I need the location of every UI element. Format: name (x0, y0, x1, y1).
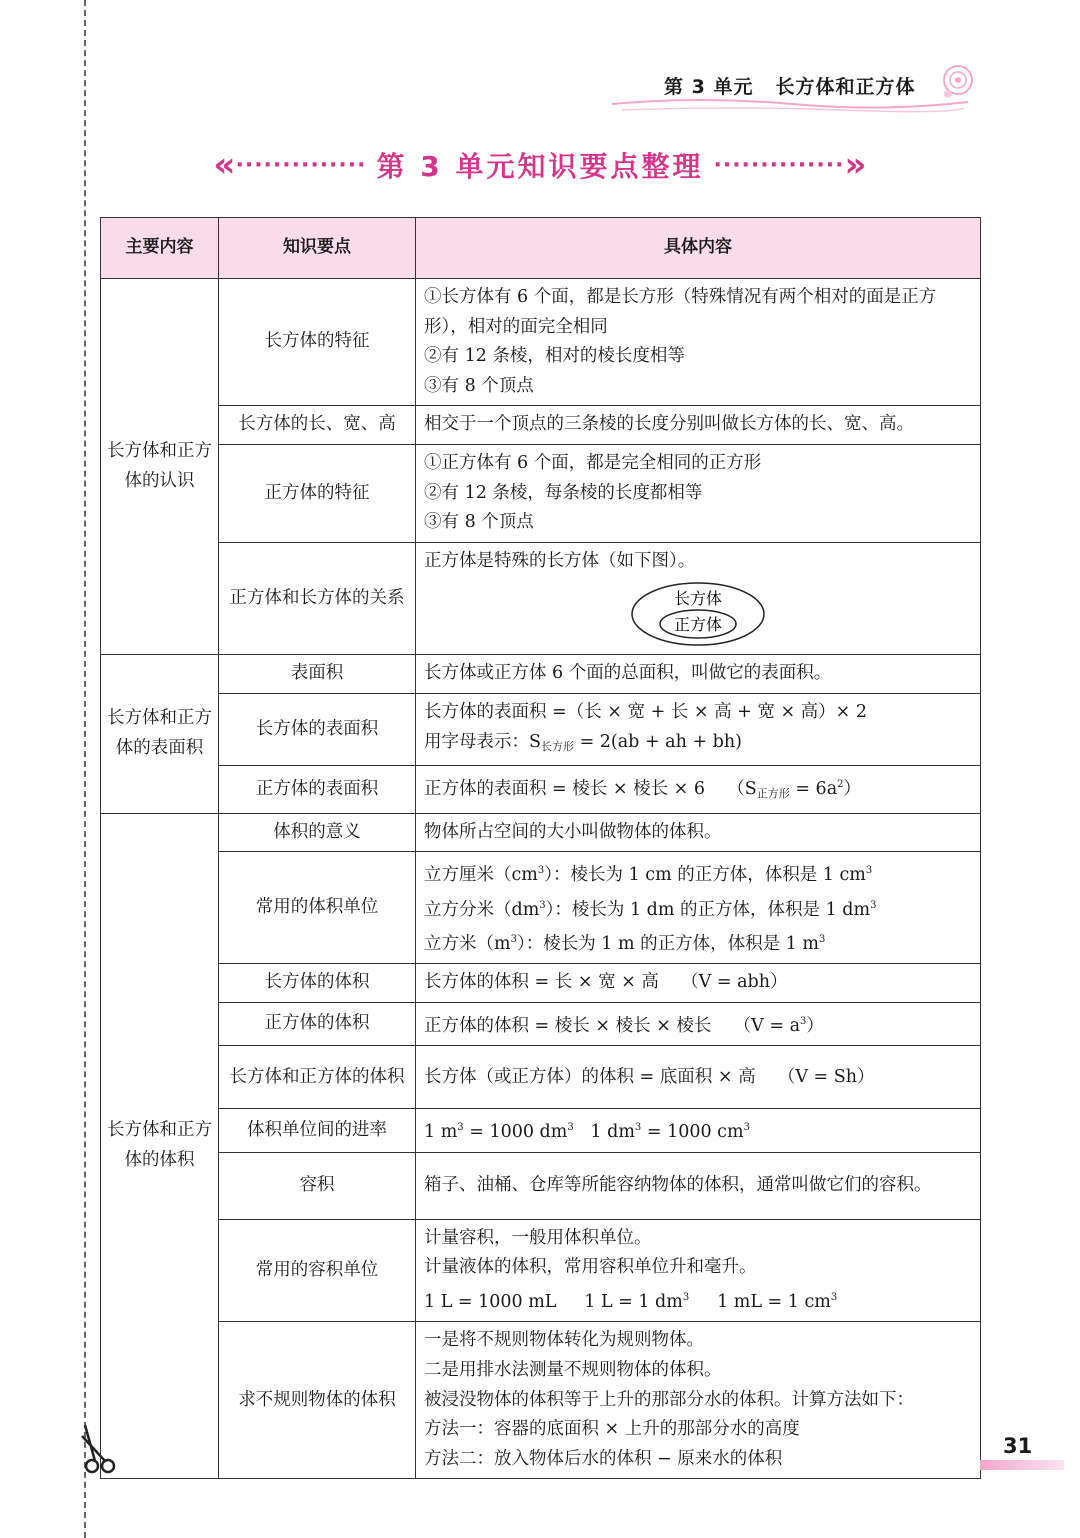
point-label: 体积单位间的进率 (219, 1109, 416, 1152)
left-chevron-icon: « (213, 145, 236, 185)
content-cell: 正方体的体积 = 棱长 × 棱长 × 棱长 $(V = a^3)$ (416, 1003, 981, 1046)
section-label: 长方体和正方体的表面积 (101, 655, 219, 813)
table-row (101, 766, 981, 813)
point-label: 长方体的特征 (219, 279, 416, 406)
table-row (101, 542, 981, 655)
page-number: 31 (1003, 1434, 1033, 1458)
content-cell: 长方体（或正方体）的体积 = 底面积 × 高 （V = Sh） (416, 1046, 981, 1109)
point-label: 求不规则物体的体积 (219, 1322, 416, 1479)
point-label: 常用的体积单位 (219, 852, 416, 964)
content-cell: 正方体是特殊的长方体（如下图）。 长方体 正方体 (416, 542, 981, 655)
table-row (101, 964, 981, 1003)
banner-title: 第 3 单元知识要点整理 (376, 150, 704, 183)
section-label: 长方体和正方体的认识 (101, 279, 219, 655)
section-banner (170, 142, 910, 188)
content-cell: ①正方体有 6 个面，都是完全相同的正方形 ②有 12 条棱，每条棱的长度都相等 ③有 8 个顶点 (416, 444, 981, 542)
point-label: 表面积 (219, 655, 416, 694)
table-row (101, 655, 981, 694)
content-cell: 正方体的表面积 = 棱长 × 棱长 × 6 $(S_{正方形} = 6a^2)$ (416, 766, 981, 813)
right-chevron-icon: » (844, 145, 867, 185)
content-cell: 物体所占空间的大小叫做物体的体积。 (416, 813, 981, 852)
table-row (101, 279, 981, 406)
content-cell: 箱子、油桶、仓库等所能容纳物体的体积，通常叫做它们的容积。 (416, 1152, 981, 1219)
content-cell: 长方体或正方体 6 个面的总面积，叫做它的表面积。 (416, 655, 981, 694)
point-label: 长方体的表面积 (219, 693, 416, 765)
table-row (101, 852, 981, 964)
unit-number: 第 3 单元 (664, 76, 754, 98)
outer-label: 长方体 (673, 589, 723, 609)
table-row (101, 1322, 981, 1479)
cut-line (84, 0, 86, 1538)
point-label: 长方体和正方体的体积 (219, 1046, 416, 1109)
point-label: 正方体的特征 (219, 444, 416, 542)
right-dots: ·············· (713, 152, 845, 178)
header-main: 主要内容 (101, 218, 219, 279)
unit-topic: 长方体和正方体 (775, 76, 916, 98)
table-row (101, 1152, 981, 1219)
unit-header (664, 72, 937, 99)
point-label: 容积 (219, 1152, 416, 1219)
content-cell: 计量容积，一般用体积单位。 计量液体的体积，常用容积单位升和毫升。 1 L = 1000 mL 1 L = 1 $dm^3$ 1 mL = 1 $cm^3$ (416, 1219, 981, 1322)
section-label: 长方体和正方体的体积 (101, 813, 219, 1479)
point-label: 正方体的体积 (219, 1003, 416, 1046)
header-content: 具体内容 (416, 218, 981, 279)
content-cell: 相交于一个顶点的三条棱的长度分别叫做长方体的长、宽、高。 (416, 406, 981, 445)
table-header-row (101, 218, 981, 279)
table-row (101, 1003, 981, 1046)
venn-diagram (628, 580, 768, 648)
content-cell: ①长方体有 6 个面，都是长方形（特殊情况有两个相对的面是正方形），相对的面完全相同 ②有 12 条棱，相对的棱长度相等 ③有 8 个顶点 (416, 279, 981, 406)
header-point: 知识要点 (219, 218, 416, 279)
table-row (101, 1046, 981, 1109)
point-label: 长方体的体积 (219, 964, 416, 1003)
point-label: 长方体的长、宽、高 (219, 406, 416, 445)
table-row (101, 1219, 981, 1322)
content-cell: 立方厘米$(cm^3)$：棱长为 1 cm 的正方体，体积是 1 $cm^3$ 立方分米$(dm^3)$：棱长为 1 dm 的正方体，体积是 1 $dm^3$ 立方米$(m^3)$：棱长为 1 m 的正方体，体积是 1 $m^3$ (416, 852, 981, 964)
content-cell: 一是将不规则物体转化为规则物体。 二是用排水法测量不规则物体的体积。 被浸没物体的体积等于上升的那部分水的体积。计算方法如下： 方法一：容器的底面积 × 上升的那部分水的高度 方法二：放入物体后水的体积 − 原来水的体积 (416, 1322, 981, 1479)
table-row (101, 1109, 981, 1152)
table-row (101, 406, 981, 445)
content-cell: 长方体的表面积 =（长 × 宽 + 长 × 高 + 宽 × 高）× 2 用字母表示：$S_{长方形} = 2(ab$ + ah + bh) (416, 693, 981, 765)
table-row (101, 444, 981, 542)
left-dots: ·············· (235, 152, 367, 178)
table-row (101, 813, 981, 852)
page-number-bar (980, 1460, 1064, 1470)
table-row (101, 693, 981, 765)
knowledge-table (100, 217, 981, 1479)
point-label: 正方体和长方体的关系 (219, 542, 416, 655)
point-label: 体积的意义 (219, 813, 416, 852)
inner-label: 正方体 (673, 615, 723, 635)
content-cell: 1 $m^3 = 1000$ $dm^3$ 1 $dm^3 = 1000$ $cm^3$ (416, 1109, 981, 1152)
point-label: 常用的容积单位 (219, 1219, 416, 1322)
point-label: 正方体的表面积 (219, 766, 416, 813)
content-cell: 长方体的体积 = 长 × 宽 × 高 （V = abh） (416, 964, 981, 1003)
